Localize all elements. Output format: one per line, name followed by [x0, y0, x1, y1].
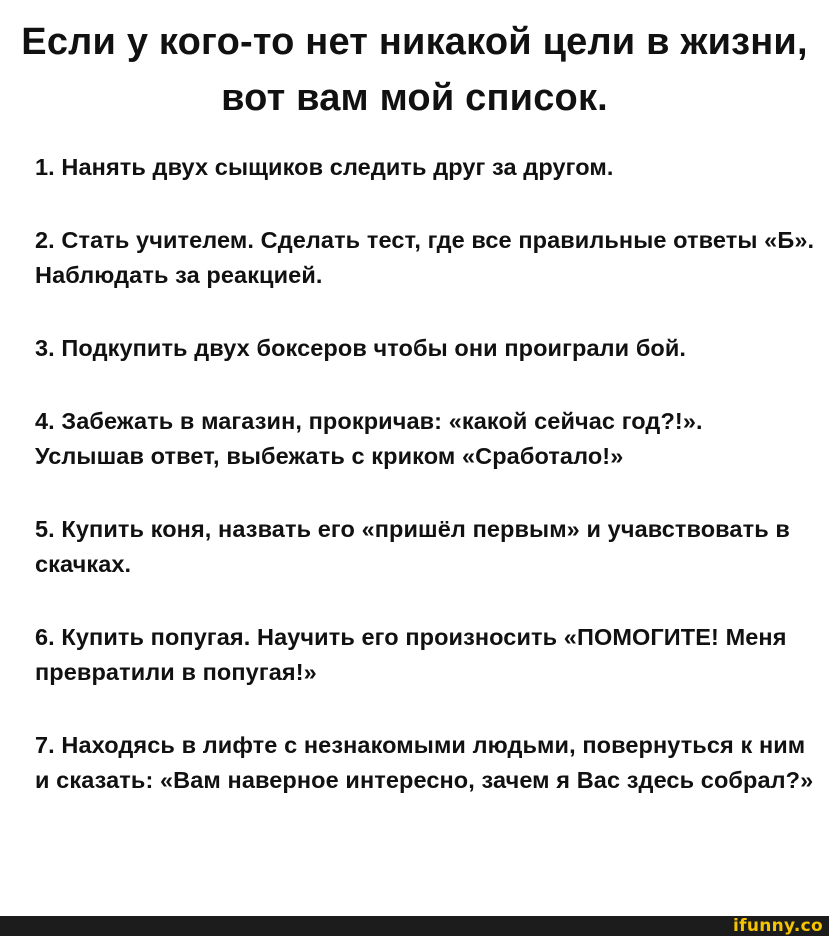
watermark-bar [0, 916, 829, 936]
ifunny-watermark: ifunny.co [733, 916, 823, 936]
list-item: 7. Находясь в лифте с незнакомыми людьми, повернуться к ним и сказать: «Вам наверное интересно, зачем я Вас здесь собрал?» [35, 732, 814, 793]
list-item: 6. Купить попугая. Научить его произносить «ПОМОГИТЕ! Меня превратили в попугая!» [35, 624, 787, 685]
post-title: Если у кого-то нет никакой цели в жизни, вот вам мой список. [21, 21, 808, 119]
list-item: 5. Купить коня, назвать его «пришёл первым» и учавствовать в скачках. [35, 516, 790, 577]
list-item: 1. Нанять двух сыщиков следить друг за другом. [35, 154, 614, 180]
list-item: 4. Забежать в магазин, прокричав: «какой сейчас год?!». Услышав ответ, выбежать с криком «Сработало!» [35, 408, 703, 469]
goal-list [35, 150, 815, 798]
list-item: 2. Стать учителем. Сделать тест, где все правильные ответы «Б». Наблюдать за реакцией. [35, 227, 815, 288]
list-item: 3. Подкупить двух боксеров чтобы они проиграли бой. [35, 335, 687, 361]
